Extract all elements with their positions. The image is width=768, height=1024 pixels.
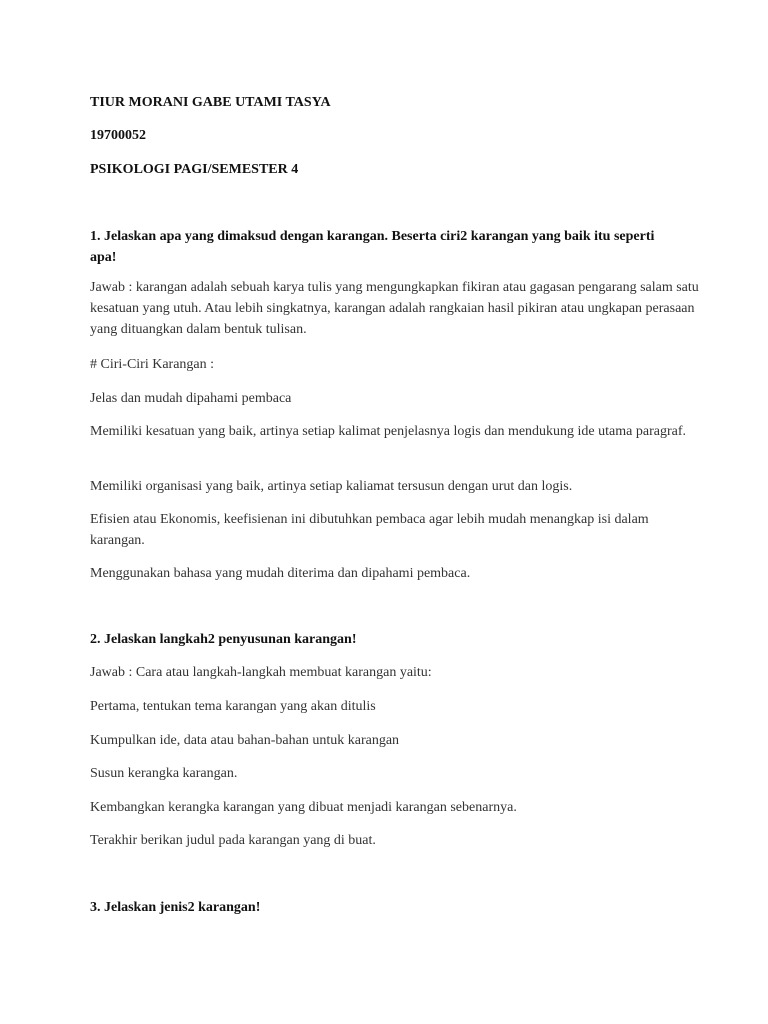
student-name: TIUR MORANI GABE UTAMI TASYA: [90, 95, 331, 110]
step-item: Kumpulkan ide, data atau bahan-bahan untuk karangan: [90, 733, 400, 748]
step-item: Kembangkan kerangka karangan yang dibuat menjadi karangan sebenarnya.: [90, 800, 517, 815]
student-nim: 19700052: [90, 128, 146, 143]
ciri-item: Jelas dan mudah dipahami pembaca: [90, 391, 292, 406]
answer-1: Jawab : karangan adalah sebuah karya tulis yang mengungkapkan fikiran atau gagasan pengarang salam satu kesatuan yang utuh. Atau lebih singkatnya, karangan adalah rangkaian hasil pikiran atau ungkapan perasaan yang dituangkan dalam bentuk tulisan.: [90, 280, 699, 337]
question-2: 2. Jelaskan langkah2 penyusunan karangan!: [90, 632, 357, 647]
answer-2: Jawab : Cara atau langkah-langkah membuat karangan yaitu:: [90, 665, 432, 680]
step-item: Susun kerangka karangan.: [90, 766, 238, 781]
ciri-item: Memiliki kesatuan yang baik, artinya setiap kalimat penjelasnya logis dan mendukung ide utama paragraf.: [90, 424, 686, 439]
ciri-item: Menggunakan bahasa yang mudah diterima dan dipahami pembaca.: [90, 566, 471, 581]
question-1: 1. Jelaskan apa yang dimaksud dengan karangan. Beserta ciri2 karangan yang baik itu seperti apa!: [90, 229, 655, 265]
step-item: Pertama, tentukan tema karangan yang akan ditulis: [90, 699, 376, 714]
ciri-item: Efisien atau Ekonomis, keefisienan ini dibutuhkan pembaca agar lebih mudah menangkap isi dalam karangan.: [90, 512, 649, 548]
ciri-heading: # Ciri-Ciri Karangan :: [90, 357, 215, 372]
step-item: Terakhir berikan judul pada karangan yang di buat.: [90, 833, 376, 848]
ciri-item: Memiliki organisasi yang baik, artinya setiap kaliamat tersusun dengan urut dan logis.: [90, 479, 573, 494]
student-class: PSIKOLOGI PAGI/SEMESTER 4: [90, 162, 299, 177]
question-3: 3. Jelaskan jenis2 karangan!: [90, 900, 261, 915]
